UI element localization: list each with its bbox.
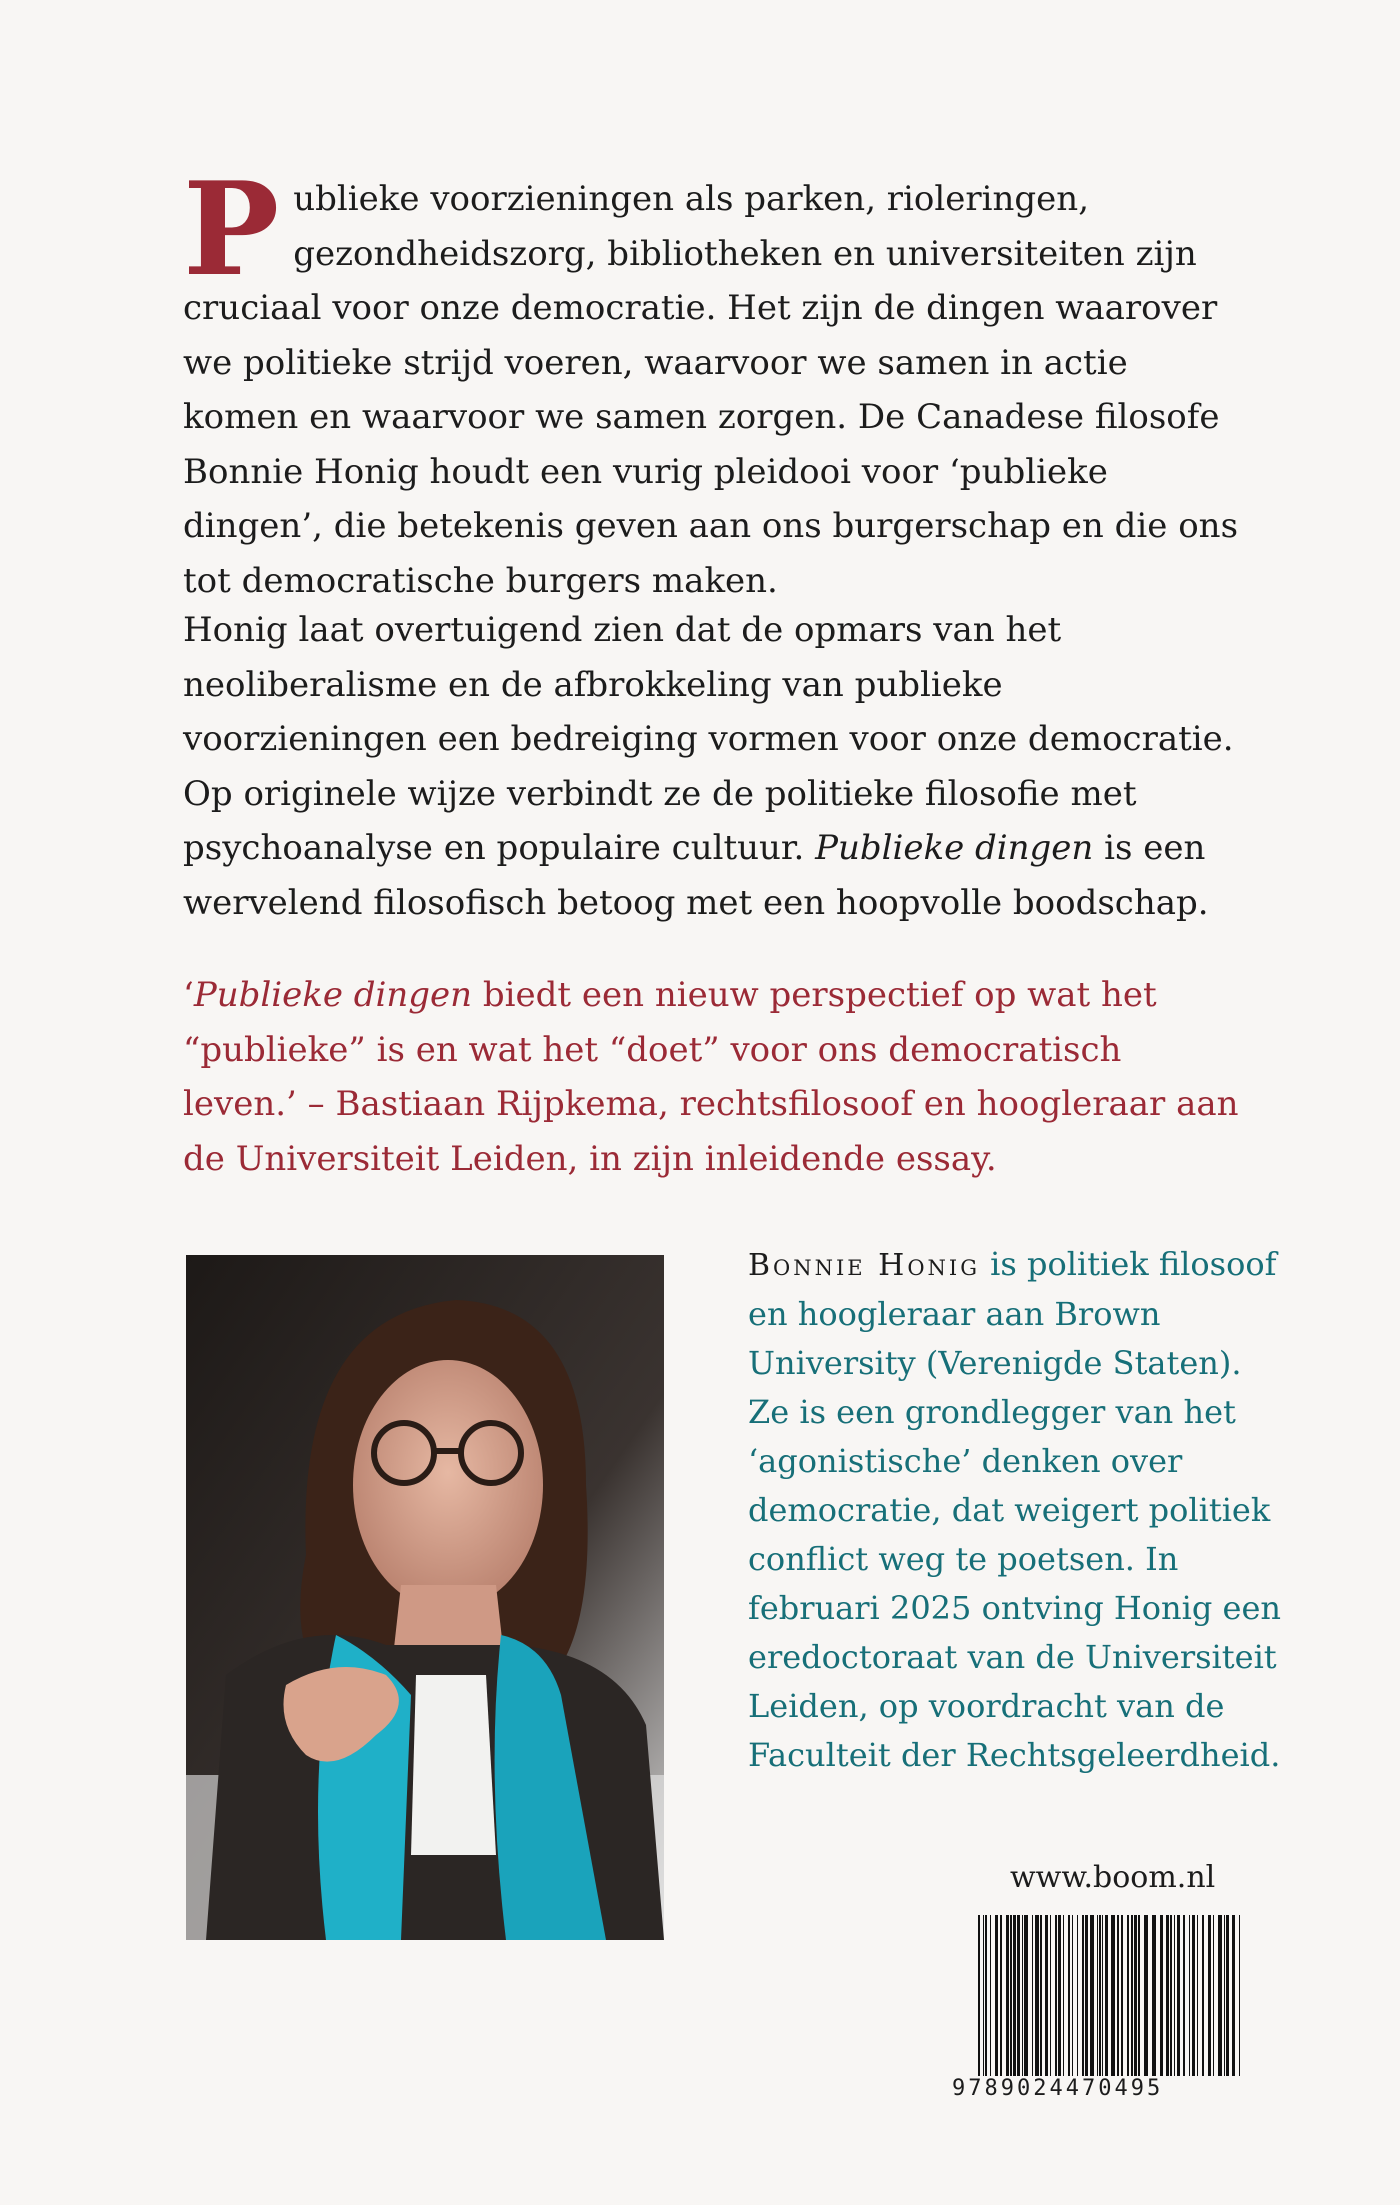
- author-name: Bonnie Honig: [748, 1248, 980, 1283]
- barcode-bar: [1045, 1915, 1048, 2100]
- author-photo: [186, 1255, 664, 1940]
- barcode-bar: [990, 1915, 991, 2100]
- barcode-bar: [1208, 1915, 1211, 2100]
- barcode-bar: [1017, 1915, 1020, 2100]
- barcode-bar: [1006, 1915, 1009, 2100]
- barcode-bar: [1131, 1915, 1133, 2100]
- barcode-bar: [1192, 1915, 1195, 2100]
- barcode: [978, 1915, 1240, 2100]
- barcode-bar: [1144, 1915, 1148, 2100]
- barcode-bar: [1232, 1915, 1235, 2100]
- barcode-bar: [1152, 1915, 1156, 2100]
- barcode-bar: [1160, 1915, 1163, 2100]
- barcode-bar: [1121, 1915, 1123, 2100]
- barcode-bar: [1202, 1915, 1204, 2100]
- publisher-url[interactable]: www.boom.nl: [1010, 1860, 1216, 1895]
- barcode-bar: [1000, 1915, 1002, 2100]
- barcode-bar: [1090, 1915, 1094, 2100]
- author-bio: [748, 1240, 1288, 1780]
- barcode-bar: [1077, 1915, 1078, 2100]
- barcode-bar: [1177, 1915, 1180, 2100]
- barcode-bar: [1111, 1915, 1115, 2100]
- barcode-bar: [1010, 1915, 1012, 2100]
- book-title: Publieke dingen: [815, 828, 1094, 868]
- barcode-bar: [1055, 1915, 1057, 2100]
- second-text-a: Honig laat overtuigend zien dat de opmars van het neoliberalisme en de afbrokkeling van publieke voorzieningen een bedreiging vormen voor onze democratie. Op originele wijze verbindt ze de politieke filosofie met psychoanalyse en populaire cultuur.: [183, 610, 1234, 868]
- barcode-bar: [1224, 1915, 1225, 2100]
- barcode-bar: [1218, 1915, 1222, 2100]
- barcode-bar: [1097, 1915, 1098, 2100]
- barcode-bar: [1040, 1915, 1042, 2100]
- barcode-bar: [1166, 1915, 1169, 2100]
- intro-paragraph: [183, 155, 1243, 608]
- barcode-bar: [1189, 1915, 1190, 2100]
- barcode-bar: [985, 1915, 987, 2100]
- barcode-bar: [1035, 1915, 1039, 2100]
- isbn-number: 9789024470495: [952, 2076, 1252, 2101]
- barcode-bar: [1050, 1915, 1051, 2100]
- intro-text: ublieke voorzieningen als parken, rioleringen, gezondheidszorg, bibliotheken en universiteiten zijn cruciaal voor onze democratie. Het zijn de dingen waarover we politieke strijd voeren, waarvoor we samen in actie komen en waarvoor we samen zorgen. De Canadese filosofe Bonnie Honig houdt een vurig pleidooi voor ‘publieke dingen’, die betekenis geven aan ons burgerschap en die ons tot democratische burgers maken.: [183, 179, 1239, 601]
- barcode-bar: [1170, 1915, 1172, 2100]
- barcode-bar: [978, 1915, 980, 2100]
- barcode-bar: [1102, 1915, 1103, 2100]
- barcode-bar: [983, 1915, 984, 2100]
- barcode-bar: [1213, 1915, 1214, 2100]
- barcode-bar: [1174, 1915, 1175, 2100]
- barcode-bar: [1134, 1915, 1137, 2100]
- second-paragraph: [183, 603, 1243, 930]
- barcode-bar: [1138, 1915, 1140, 2100]
- barcode-bar: [1063, 1915, 1064, 2100]
- barcode-bar: [1082, 1915, 1084, 2100]
- quote-text: biedt een nieuw perspectief op wat het “publieke” is en wat het “doet” voor ons democratisch leven.’ – Bastiaan Rijpkema, rechtsfilosoof en hoogleraar aan de Universiteit Leiden, in zijn inleidende essay.: [183, 975, 1239, 1179]
- quote-book-title: Publieke dingen: [193, 975, 473, 1015]
- barcode-bar: [1072, 1915, 1073, 2100]
- barcode-bar: [1105, 1915, 1108, 2100]
- barcode-bar: [1085, 1915, 1088, 2100]
- barcode-bar: [1032, 1915, 1033, 2100]
- barcode-bar: [1068, 1915, 1070, 2100]
- barcode-bar: [995, 1915, 998, 2100]
- barcode-bar: [1024, 1915, 1028, 2100]
- barcode-bar: [1013, 1915, 1016, 2100]
- bio-text: is politiek filosoof en hoogleraar aan Brown University (Verenigde Staten). Ze is een grondlegger van het ‘agonistische’ denken over democratie, dat weigert politiek conflict weg te poetsen. In februari 2025 ontving Honig een eredoctoraat van de Universiteit Leiden, op voordracht van de Faculteit der Rechtsgeleerdheid.: [748, 1245, 1282, 1774]
- barcode-bar: [1183, 1915, 1185, 2100]
- barcode-bar: [1127, 1915, 1129, 2100]
- barcode-bar: [1239, 1915, 1240, 2100]
- drop-cap: P: [183, 155, 280, 305]
- barcode-bar: [1226, 1915, 1229, 2100]
- barcode-bar: [1117, 1915, 1119, 2100]
- barcode-bar: [1099, 1915, 1101, 2100]
- quote-open: ‘: [183, 975, 194, 1015]
- second-text-b: is een wervelend filosofisch betoog met een hoopvolle boodschap.: [183, 828, 1209, 923]
- barcode-bar: [1058, 1915, 1061, 2100]
- review-quote: [183, 968, 1243, 1186]
- barcode-bar: [1022, 1915, 1023, 2100]
- barcode-bar: [1197, 1915, 1198, 2100]
